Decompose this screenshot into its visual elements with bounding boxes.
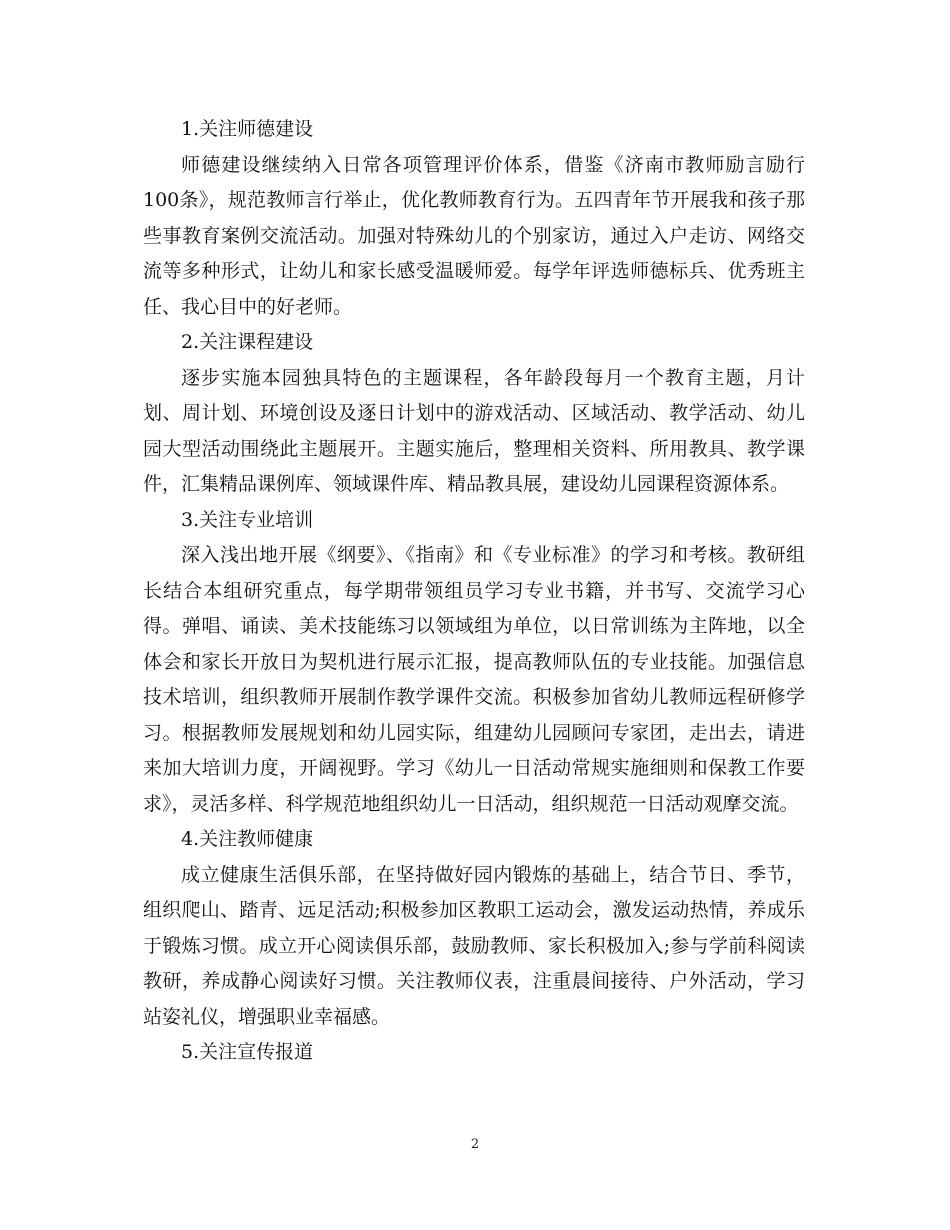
section-heading-3: 3.关注专业培训 bbox=[181, 508, 314, 531]
section-paragraph-4: 成立健康生活俱乐部，在坚持做好园内锻炼的基础上，结合节日、季节，组织爬山、踏青、远足活动;积极参加区教职工运动会，激发运动热情，养成乐于锻炼习惯。成立开心阅读俱乐部，鼓励教师、家长积极加入;参与学前科阅读教研，养成静心阅读好习惯。关注教师仪表，注重晨间接待、户外活动，学习站姿礼仪，增强职业幸福感。 bbox=[143, 863, 805, 1028]
section-paragraph-1: 师德建设继续纳入日常各项管理评价体系，借鉴《济南市教师励言励行100条》，规范教师言行举止，优化教师教育行为。五四青年节开展我和孩子那些事教育案例交流活动。加强对特殊幼儿的个别家访，通过入户走访、网络交流等多种形式，让幼儿和家长感受温暖师爱。每学年评选师德标兵、优秀班主任、我心目中的好老师。 bbox=[143, 153, 805, 318]
document-body bbox=[143, 112, 805, 1071]
section-heading-1: 1.关注师德建设 bbox=[181, 118, 314, 140]
section-heading-2: 2.关注课程建设 bbox=[181, 331, 314, 353]
section-paragraph-3: 深入浅出地开展《纲要》、《指南》和《专业标准》的学习和考核。教研组长结合本组研究重点，每学期带领组员学习专业书籍，并书写、交流学习心得。弹唱、诵读、美术技能练习以领域组为单位，以日常训练为主阵地，以全体会和家长开放日为契机进行展示汇报，提高教师队伍的专业技能。加强信息技术培训，组织教师开展制作教学课件交流。积极参加省幼儿教师远程研修学习。根据教师发展规划和幼儿园实际，组建幼儿园顾问专家团，走出去，请进来加大培训力度，开阔视野。学习《幼儿一日活动常规实施细则和保教工作要求》，灵活多样、科学规范地组织幼儿一日活动，组织规范一日活动观摩交流。 bbox=[143, 544, 805, 815]
section-heading-5: 5.关注宣传报道 bbox=[181, 1041, 314, 1063]
page-number: 2 bbox=[470, 1137, 480, 1152]
section-paragraph-2: 逐步实施本园独具特色的主题课程，各年龄段每月一个教育主题，月计划、周计划、环境创设及逐日计划中的游戏活动、区域活动、教学活动、幼儿园大型活动围绕此主题展开。主题实施后，整理相关资料、所用教具、教学课件，汇集精品课例库、领域课件库、精品教具展，建设幼儿园课程资源体系。 bbox=[143, 366, 805, 495]
section-heading-4: 4.关注教师健康 bbox=[181, 828, 314, 850]
